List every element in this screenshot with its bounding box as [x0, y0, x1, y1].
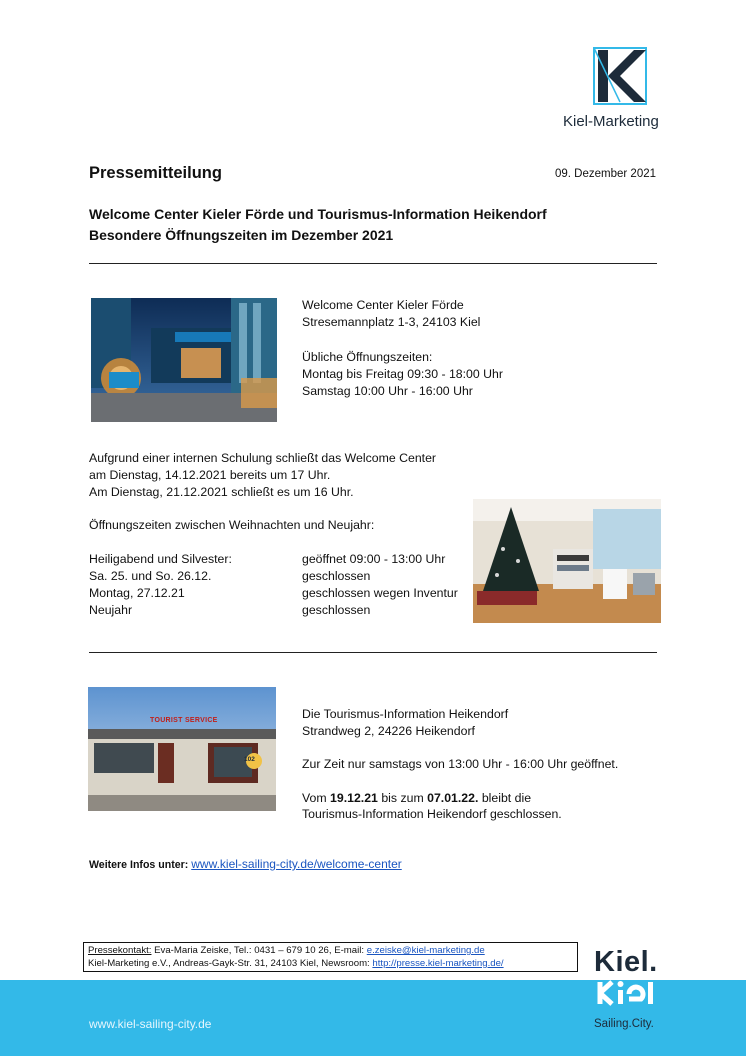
hk-closed-line-2: Tourismus-Information Heikendorf geschlossen. [302, 807, 562, 821]
hk-address: Strandweg 2, 24226 Heikendorf [302, 724, 475, 738]
hk-closed-to: 07.01.22. [427, 791, 479, 805]
press-contact-line-2 [88, 958, 573, 971]
press-date: 09. Dezember 2021 [555, 168, 657, 180]
schedule-day: Montag, 27.12.21 [89, 586, 185, 600]
wc-notice-1: Aufgrund einer internen Schulung schließt das Welcome Center [89, 451, 437, 465]
press-email-link[interactable]: e.zeiske@kiel-marketing.de [366, 945, 485, 956]
more-info-label: Weitere Infos unter: [89, 859, 189, 871]
wc-hours-weekdays: Montag bis Freitag 09:30 - 18:00 Uhr [302, 367, 503, 381]
welcome-center-photo [91, 298, 277, 422]
sailing-city-tagline: Sailing.City. [594, 1018, 654, 1030]
hk-closed-mid: bis zum [377, 791, 428, 805]
k-logo-icon [590, 46, 650, 108]
footer-website: www.kiel-sailing-city.de [89, 1017, 212, 1031]
kiel-signal-flags-icon [596, 980, 668, 1006]
hk-closed-from: 19.12.21 [330, 791, 378, 805]
wc-holiday-title: Öffnungszeiten zwischen Weihnachten und Neujahr: [89, 518, 375, 532]
newsroom-link[interactable]: http://presse.kiel-marketing.de/ [372, 957, 504, 969]
kiel-marketing-logo [560, 46, 678, 136]
heikendorf-photo [88, 687, 276, 811]
schedule-status: geschlossen [302, 569, 371, 583]
press-contact-box [83, 942, 578, 972]
press-contact-line-1 [88, 945, 573, 958]
wc-address: Stresemannplatz 1-3, 24103 Kiel [302, 315, 481, 329]
schedule-status: geschlossen [302, 603, 371, 617]
hk-hours: Zur Zeit nur samstags von 13:00 Uhr - 16:00 Uhr geöffnet. [302, 757, 619, 771]
house-number-sign: 102 [244, 756, 255, 763]
wc-hours-saturday: Samstag 10:00 Uhr - 16:00 Uhr [302, 384, 473, 398]
hk-closed-line-1 [302, 790, 531, 807]
logo-brand-name: Kiel-Marketing [563, 113, 659, 130]
kiel-sailing-city-logo [590, 946, 680, 1036]
tourist-service-sign: TOURIST SERVICE [150, 717, 218, 724]
press-contact-address: Kiel-Marketing e.V., Andreas-Gayk-Str. 31, 24103 Kiel, Newsroom: [88, 957, 373, 969]
hk-closed-prefix: Vom [302, 791, 331, 805]
interior-christmas-photo [473, 499, 661, 623]
wc-hours-title: Übliche Öffnungszeiten: [302, 350, 433, 364]
wc-notice-3: Am Dienstag, 21.12.2021 schließt es um 16 Uhr. [89, 485, 354, 499]
hk-closed-suffix: bleibt die [478, 791, 532, 805]
wc-name: Welcome Center Kieler Förde [302, 298, 464, 312]
schedule-status: geschlossen wegen Inventur [302, 586, 458, 600]
more-info [89, 856, 402, 873]
hk-name: Die Tourismus-Information Heikendorf [302, 707, 509, 721]
press-contact-label: Pressekontakt: [88, 945, 152, 956]
schedule-day: Heiligabend und Silvester: [89, 552, 232, 566]
kiel-wordmark: Kiel. [594, 946, 658, 978]
more-info-link[interactable]: www.kiel-sailing-city.de/welcome-center [191, 857, 402, 871]
doc-type-title: Pressemitteilung [89, 164, 222, 182]
schedule-day: Neujahr [89, 603, 133, 617]
wc-notice-2: am Dienstag, 14.12.2021 bereits um 17 Uhr. [89, 468, 331, 482]
press-contact-text: Eva-Maria Zeiske, Tel.: 0431 – 679 10 26, E-mail: [151, 945, 367, 956]
divider [89, 652, 657, 653]
headline-line-2: Besondere Öffnungszeiten im Dezember 2021 [89, 227, 394, 243]
schedule-status: geöffnet 09:00 - 13:00 Uhr [302, 552, 446, 566]
schedule-day: Sa. 25. und So. 26.12. [89, 569, 212, 583]
divider [89, 263, 657, 264]
headline-line-1: Welcome Center Kieler Förde und Tourismus-Information Heikendorf [89, 206, 547, 222]
